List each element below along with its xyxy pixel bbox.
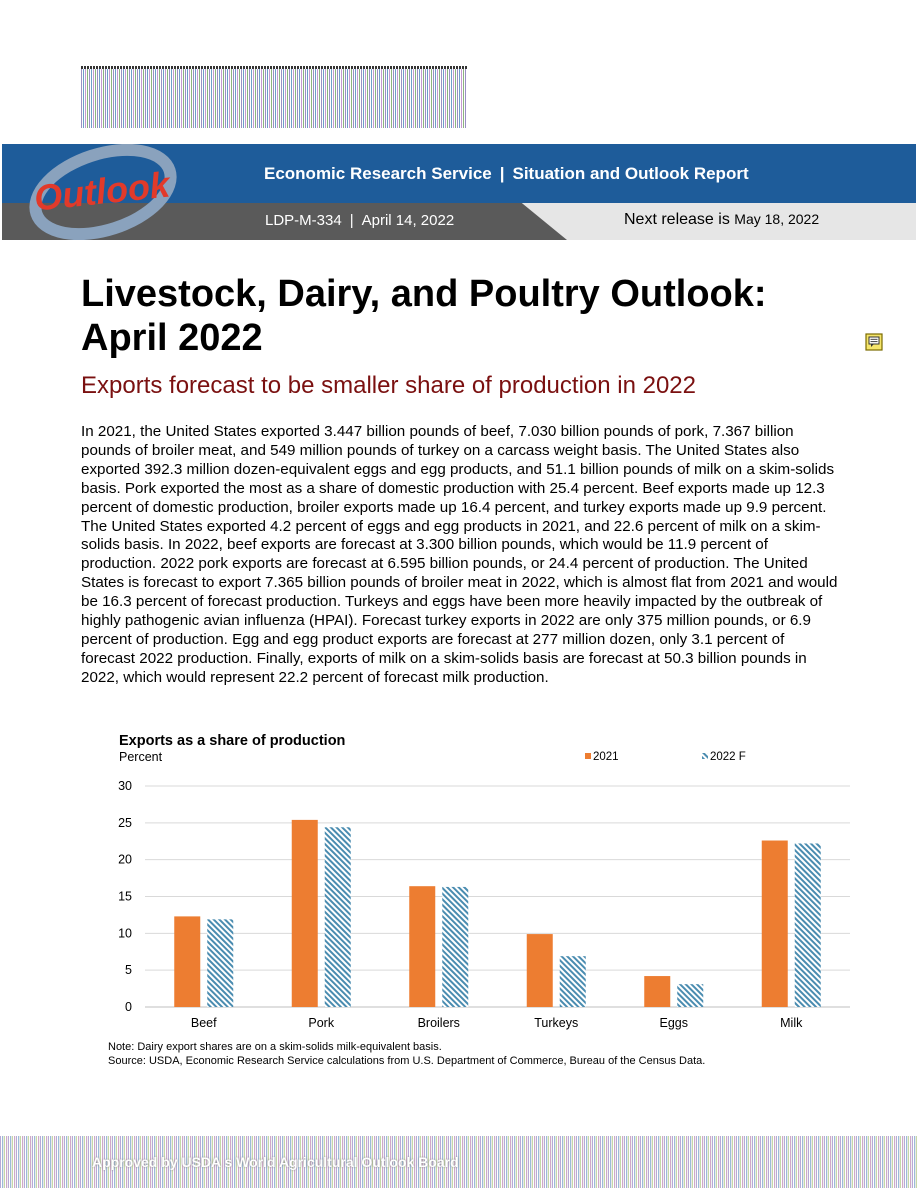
bar-milk-2021	[762, 841, 788, 1007]
page-subtitle: Exports forecast to be smaller share of production in 2022	[81, 372, 696, 399]
next-release-date: May 18, 2022	[734, 211, 820, 227]
chart-legend	[585, 751, 746, 763]
body-paragraph: In 2021, the United States exported 3.447 billion pounds of beef, 7.030 billion pounds of pork, 7.367 billion pounds of broiler meat, and 549 million pounds of turkey on a carcass weight basis. The United States also exported 392.3 million dozen-equivalent eggs and egg products, and 51.1 billion pounds of milk on a skim-solids basis. Pork exported the most as a share of domestic production with 25.4 percent. Beef exports made up 12.3 percent of domestic production, broiler exports made up 16.4 percent, and turkey exports made up 9.9 percent. The United States exported 4.2 percent of eggs and egg products in 2021, and 22.6 percent of milk on a skim-solids basis. In 2022, beef exports are forecast at 3.300 billion pounds, which would be 11.9 percent of production. 2022 pork exports are forecast at 6.595 billion pounds, or 24.4 percent of production. The United States is forecast to export 7.365 billion pounds of broiler meat in 2022, which is almost flat from 2021 and would be 16.3 percent of forecast production. Turkeys and eggs have been more heavily impacted by the outbreak of highly pathogenic avian influenza (HPAI). Forecast turkey exports in 2022 are only 375 million pounds, or 6.9 percent of production. Egg and egg product exports are forecast at 277 million dozen, only 3.1 percent of forecast 2022 production. Finally, exports of milk on a skim-solids basis are forecast at 50.3 billion pounds in 2022, which would represent 22.2 percent of forecast milk production.	[81, 423, 838, 686]
page-title	[81, 272, 841, 360]
y-tick-label: 0	[125, 1000, 132, 1014]
bar-turkeys-2021	[527, 934, 553, 1007]
footer-approval-text: Approved by USDA s World Agricultural Outlook Board	[92, 1154, 459, 1170]
banner-title-separator: |	[499, 164, 505, 183]
legend-swatch	[585, 753, 591, 759]
bar-beef-2021	[174, 916, 200, 1007]
report-meta	[265, 212, 454, 229]
legend-label: 2022 F	[710, 751, 746, 763]
x-tick-label: Turkeys	[534, 1016, 579, 1030]
logo-text: Outlook	[32, 163, 172, 219]
chart-note: Note: Dairy export shares are on a skim-solids milk-equivalent basis.	[108, 1041, 442, 1053]
y-tick-label: 20	[118, 852, 132, 867]
x-tick-label: Broilers	[417, 1016, 460, 1030]
report-id: LDP-M-334	[265, 212, 342, 229]
next-release	[624, 211, 819, 229]
bar-pork-2022-f	[325, 827, 351, 1007]
chart-notes	[108, 1040, 705, 1068]
chart-source: Source: USDA, Economic Research Service calculations from U.S. Department of Commerce, Bureau of the Census Data.	[108, 1055, 706, 1067]
bar-broilers-2021	[409, 886, 435, 1007]
x-tick-label: Pork	[308, 1016, 335, 1030]
report-meta-separator: |	[349, 212, 354, 229]
y-tick-label: 15	[118, 889, 132, 904]
chart-bars	[174, 820, 821, 1007]
report-date: April 14, 2022	[361, 212, 455, 229]
y-tick-label: 30	[118, 779, 132, 793]
y-tick-label: 10	[118, 926, 132, 941]
y-tick-label: 25	[118, 815, 132, 830]
legend-label: 2021	[593, 751, 619, 763]
report-type: Situation and Outlook Report	[512, 164, 749, 183]
banner-title	[264, 164, 749, 184]
legend-swatch	[702, 753, 708, 759]
bar-eggs-2022-f	[677, 984, 703, 1007]
bar-pork-2021	[292, 820, 318, 1007]
x-axis-labels	[191, 1016, 803, 1030]
bar-turkeys-2022-f	[560, 956, 586, 1007]
bar-milk-2022-f	[795, 843, 821, 1007]
page-title-line1: Livestock, Dairy, and Poultry Outlook:	[81, 273, 767, 315]
chart-title: Exports as a share of production	[119, 733, 346, 749]
exports-share-chart	[100, 728, 860, 1033]
bar-broilers-2022-f	[442, 887, 468, 1007]
x-tick-label: Beef	[190, 1016, 217, 1030]
x-tick-label: Eggs	[659, 1016, 688, 1030]
outlook-logo	[28, 144, 178, 240]
x-tick-label: Milk	[780, 1016, 803, 1030]
header-barcode-edge	[81, 66, 467, 69]
y-axis-label: Percent	[119, 750, 163, 764]
next-release-label: Next release is	[624, 211, 730, 228]
agency-name: Economic Research Service	[264, 164, 492, 183]
comment-annotation-icon[interactable]	[865, 333, 883, 351]
bar-beef-2022-f	[207, 919, 233, 1007]
header-barcode-image	[81, 66, 467, 128]
bar-eggs-2021	[644, 976, 670, 1007]
y-tick-label: 5	[125, 963, 132, 978]
page-title-line2: April 2022	[81, 317, 263, 359]
